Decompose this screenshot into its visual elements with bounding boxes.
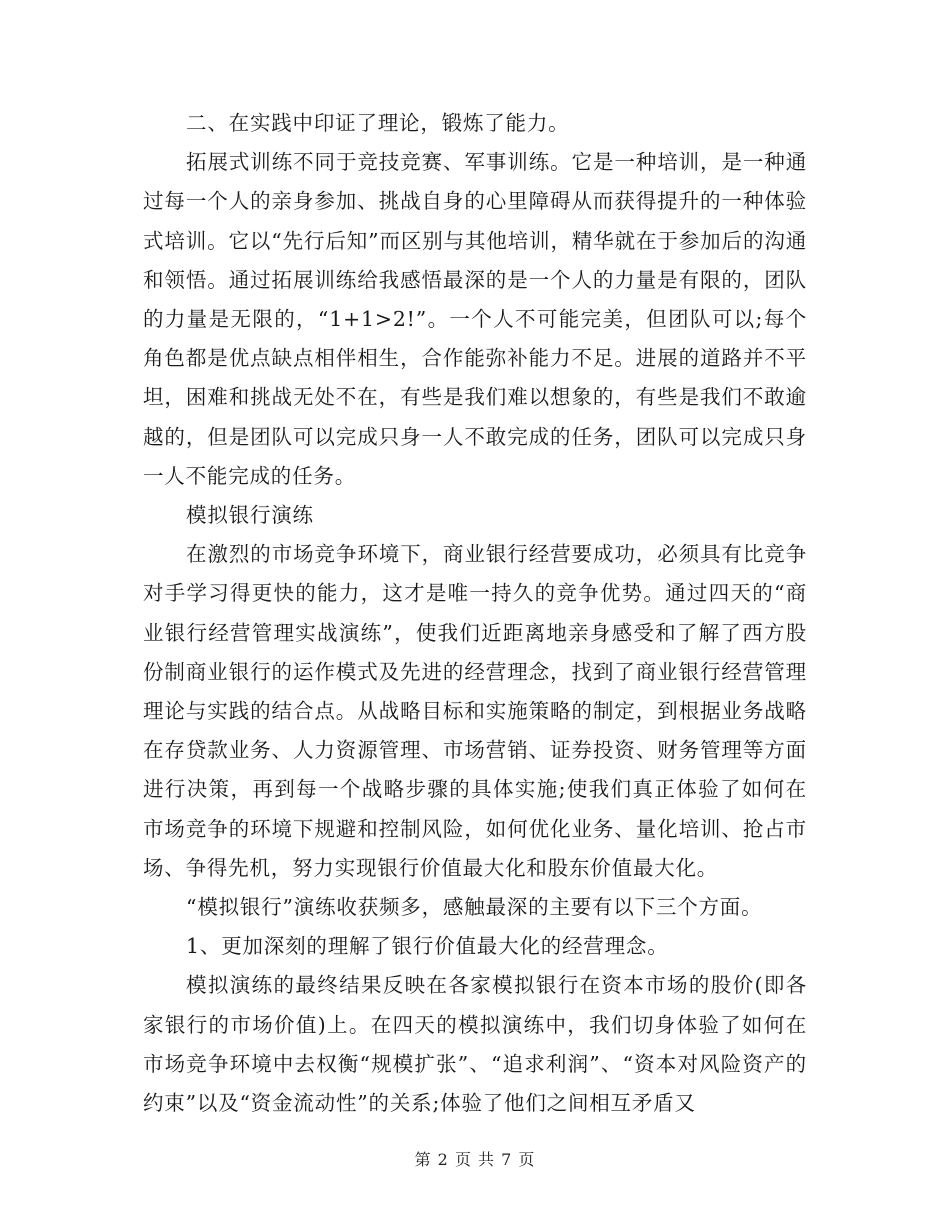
subheading-value-maximization: 1、更加深刻的理解了银行价值最大化的经营理念。 [186,934,669,959]
paragraph-outward-training: 拓展式训练不同于竞技竞赛、军事训练。它是一种培训，是一种通过每一个人的亲身参加、挑战自身的心里障碍从而获得提升的一种体验式培训。它以“先行后知”而区别与其他培训，精华就在于参加后的沟通和领悟。通过拓展训练给我感悟最深的是一个人的力量是有限的，团队的力量是无限的，“1+1>2!”。一个人不可能完美，但团队可以;每个角色都是优点缺点相伴相生，合作能弥补能力不足。进展的道路并不平坦，困难和挑战无处不在，有些是我们难以想象的，有些是我们不敢逾越的，但是团队可以完成只身一人不敢完成的任务，团队可以完成只身一人不能完成的任务。 [143,150,807,488]
paragraph-bank-simulation: 在激烈的市场竞争环境下，商业银行经营要成功，必须具有比竞争对手学习得更快的能力，这才是唯一持久的竞争优势。通过四天的“商业银行经营管理实战演练”，使我们近距离地亲身感受和了解了西方股份制商业银行的运作模式及先进的经营理念，找到了商业银行经营管理理论与实践的结合点。从战略目标和实施策略的制定，到根据业务战略在存贷款业务、人力资源管理、市场营销、证券投资、财务管理等方面进行决策，再到每一个战略步骤的具体实施;使我们真正体验了如何在市场竞争的环境下规避和控制风险，如何优化业务、量化培训、抢占市场、争得先机，努力实现银行价值最大化和股东价值最大化。 [143,542,807,880]
page-number-footer: 第 2 页 共 7 页 [414,1150,536,1169]
paragraph-three-aspects: “模拟银行”演练收获频多，感触最深的主要有以下三个方面。 [186,895,763,920]
document-body [143,104,807,1123]
paragraph-simulation-result: 模拟演练的最终结果反映在各家模拟银行在资本市场的股价(即各家银行的市场价值)上。在四天的模拟演练中，我们切身体验了如何在市场竞争环境中去权衡“规模扩张”、“追求利润”、“资本对风险资产的约束”以及“资金流动性”的关系;体验了他们之间相互矛盾又 [143,973,807,1116]
section-heading-bank-simulation: 模拟银行演练 [186,503,314,528]
section-heading-practice: 二、在实践中印证了理论，锻炼了能力。 [186,111,570,135]
